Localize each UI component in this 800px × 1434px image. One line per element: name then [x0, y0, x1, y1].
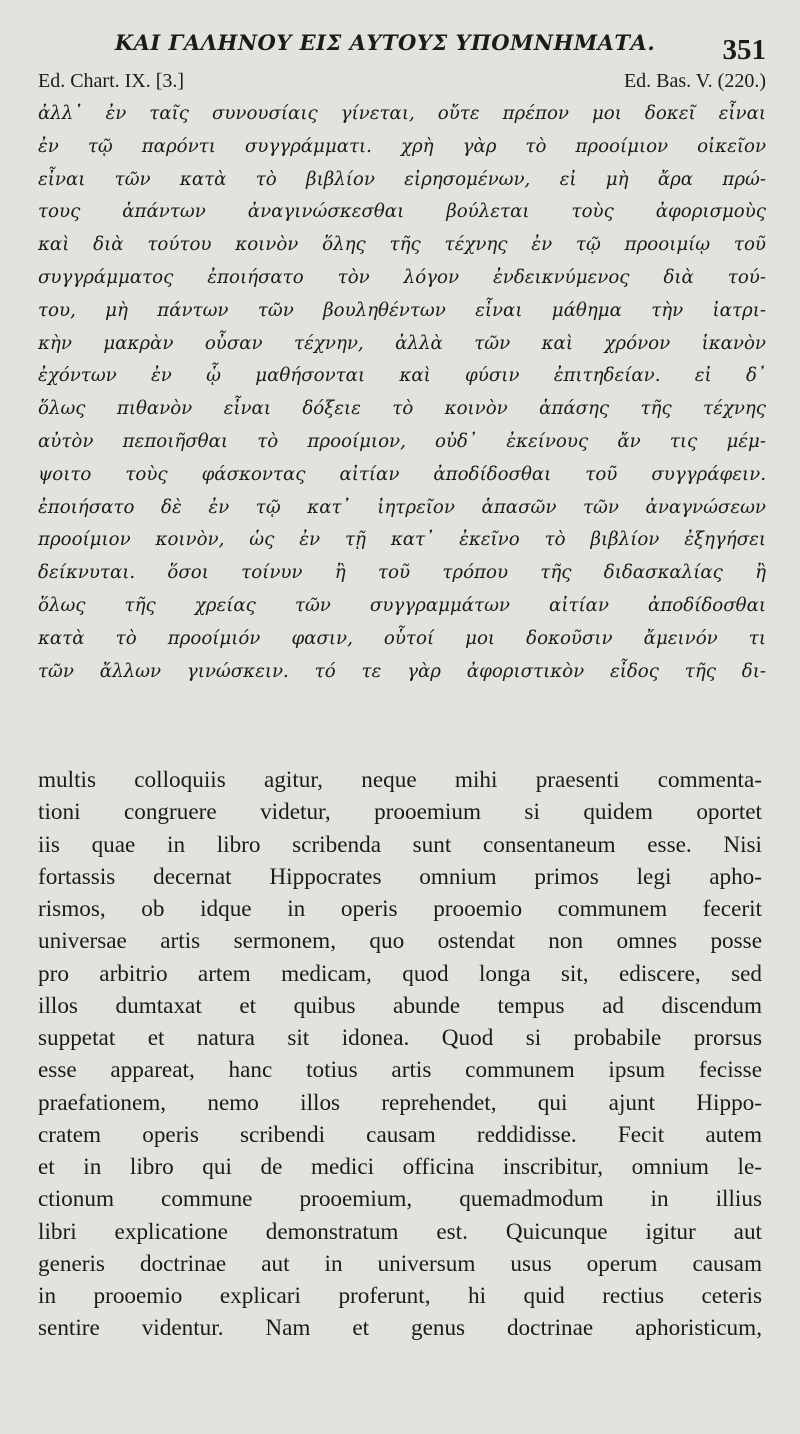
greek-line: καὶ διὰ τούτου κοινὸν ὅλης τῆς τέχνης ἐν τῷ προοιμίῳ τοῦ: [38, 234, 766, 256]
greek-line: του, μὴ πάντων τῶν βουληθέντων εἶναι μάθημα τὴν ἰατρι-: [38, 299, 766, 321]
latin-line: in prooemio explicari proferunt, hi quid rectius ceteris: [38, 1283, 762, 1309]
latin-line: praefationem, nemo illos reprehendet, qui ajunt Hippo-: [38, 1089, 762, 1116]
greek-line: ἐν τῷ παρόντι συγγράμματι. χρὴ γὰρ τὸ προοίμιον οἰκεῖον: [38, 135, 766, 157]
latin-line: libri explicatione demonstratum est. Quicunque igitur aut: [38, 1218, 762, 1245]
greek-line: προοίμιον κοινὸν, ὡς ἐν τῇ κατ᾽ ἐκεῖνο τὸ βιβλίον ἐξηγήσει: [38, 529, 766, 551]
latin-line: illos dumtaxat et quibus abunde tempus ad discendum: [38, 992, 762, 1019]
greek-line: αὐτὸν πεποιῆσθαι τὸ προοίμιον, οὐδ᾽ ἐκείνους ἄν τις μέμ-: [38, 430, 766, 452]
greek-line: συγγράμματος ἐποιήσατο τὸν λόγον ἐνδεικνύμενος διὰ τού-: [38, 266, 766, 288]
edition-reference-left: Ed. Chart. IX. [3.]: [38, 70, 185, 92]
greek-line: δείκνυται. ὅσοι τοίνυν ἢ τοῦ τρόπου τῆς διδασκαλίας ἢ: [38, 562, 766, 584]
latin-line: iis quae in libro scribenda sunt consentaneum esse. Nisi: [38, 831, 762, 858]
latin-line: tioni congruere videtur, prooemium si quidem oportet: [38, 799, 762, 826]
latin-line: et in libro qui de medici officina inscribitur, omnium le-: [38, 1154, 762, 1180]
latin-line: universae artis sermonem, quo ostendat non omnes posse: [38, 928, 762, 955]
latin-line: rismos, ob idque in operis prooemio communem fecerit: [38, 896, 762, 922]
latin-line: esse appareat, hanc totius artis communem ipsum fecisse: [38, 1057, 762, 1084]
latin-line: fortassis decernat Hippocrates omnium primos legi apho-: [38, 863, 762, 890]
greek-text-block: [38, 98, 766, 688]
greek-line: ἐποιήσατο δὲ ἐν τῷ κατ᾽ ἰητρεῖον ἁπασῶν τῶν ἀναγνώσεων: [38, 496, 766, 518]
greek-line: ὅλως τῆς χρείας τῶν συγγραμμάτων αἰτίαν ἀποδίδοσθαι: [38, 594, 766, 616]
greek-line: ψοιτο τοὺς φάσκοντας αἰτίαν ἀποδίδοσθαι τοῦ συγγράφειν.: [38, 463, 766, 485]
greek-line: κατὰ τὸ προοίμιόν φασιν, οὗτοί μοι δοκοῦσιν ἄμεινόν τι: [38, 627, 766, 649]
greek-line: κὴν μακρὰν οὖσαν τέχνην, ἀλλὰ τῶν καὶ χρόνον ἱκανὸν: [38, 332, 766, 354]
greek-line: ἐχόντων ἐν ᾧ μαθήσονται καὶ φύσιν ἐπιτηδείαν. εἰ δ᾽: [38, 365, 766, 387]
latin-line: generis doctrinae aut in universum usus operum causam: [38, 1250, 762, 1277]
latin-line: multis colloquiis agitur, neque mihi praesenti commenta-: [38, 767, 762, 793]
edition-reference-right: Ed. Bas. V. (220.): [623, 70, 766, 92]
edition-reference-line: [38, 70, 766, 94]
latin-line: sentire videntur. Nam et genus doctrinae aphoristicum,: [38, 1315, 762, 1342]
greek-line: ὅλως πιθανὸν εἶναι δόξειε τὸ κοινὸν ἁπάσης τῆς τέχνης: [38, 398, 766, 420]
greek-line: τους ἁπάντων ἀναγινώσκεσθαι βούλεται τοὺς ἀφορισμοὺς: [38, 201, 766, 223]
latin-text-block: [38, 764, 762, 1345]
page-number: 351: [722, 34, 766, 66]
greek-line: τῶν ἄλλων γινώσκειν. τό τε γὰρ ἀφοριστικὸν εἶδος τῆς δι-: [38, 660, 766, 682]
latin-line: pro arbitrio artem medicam, quod longa sit, ediscere, sed: [38, 960, 762, 987]
latin-line: ctionum commune prooemium, quemadmodum in illius: [38, 1186, 762, 1213]
latin-line: cratem operis scribendi causam reddidisse. Fecit autem: [38, 1121, 762, 1148]
greek-line: εἶναι τῶν κατὰ τὸ βιβλίον εἰρησομένων, εἰ μὴ ἄρα πρώ-: [38, 168, 766, 190]
greek-line: ἀλλ᾽ ἐν ταῖς συνουσίαις γίνεται, οὔτε πρέπον μοι δοκεῖ εἶναι: [38, 103, 766, 124]
running-title: ΚΑΙ ΓΑΛΗΝΟΥ ΕΙΣ ΑΥΤΟΥΣ ΥΠΟΜΝΗΜΑΤΑ.: [114, 30, 656, 55]
latin-line: suppetat et natura sit idonea. Quod si probabile prorsus: [38, 1025, 762, 1051]
